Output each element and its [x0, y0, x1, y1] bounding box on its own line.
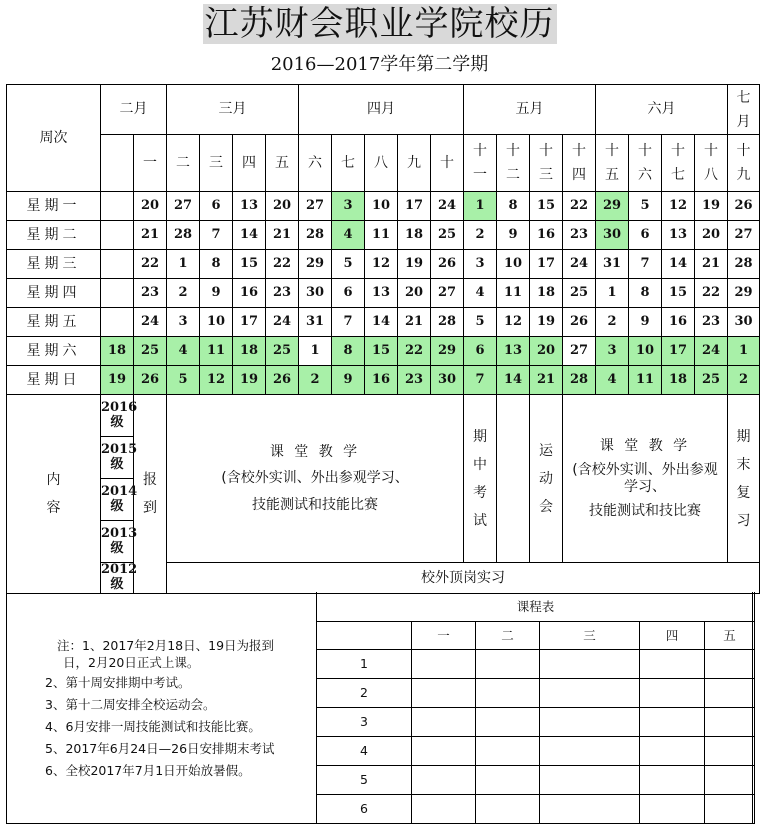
date-cell: 20 — [695, 221, 728, 250]
date-cell: 27 — [431, 279, 464, 308]
date-cell: 20 — [134, 192, 167, 221]
date-cell: 2 — [464, 221, 497, 250]
date-cell: 25 — [563, 279, 596, 308]
date-cell: 7 — [200, 221, 233, 250]
date-cell: 28 — [563, 366, 596, 395]
date-cell: 25 — [134, 337, 167, 366]
date-cell: 3 — [167, 308, 200, 337]
week-number: 十 二 — [497, 135, 530, 192]
date-cell: 25 — [695, 366, 728, 395]
page-subtitle: 2016—2017学年第二学期 — [270, 54, 489, 75]
date-cell: 18 — [530, 279, 563, 308]
month-header: 三月 — [167, 85, 299, 135]
date-cell: 10 — [497, 250, 530, 279]
date-cell: 11 — [365, 221, 398, 250]
month-header: 二月 — [101, 85, 167, 135]
date-cell: 29 — [728, 279, 760, 308]
date-cell: 5 — [629, 192, 662, 221]
date-cell: 22 — [563, 192, 596, 221]
date-cell: 1 — [299, 337, 332, 366]
day-label: 星期六 — [7, 337, 101, 366]
notes-panel — [7, 592, 317, 824]
schedule-cell — [640, 794, 705, 823]
date-cell: 17 — [530, 250, 563, 279]
grade-label: 2013级 — [101, 521, 134, 563]
date-cell: 19 — [398, 250, 431, 279]
internship-cell: 校外顶岗实习 — [167, 563, 760, 594]
date-cell: 8 — [332, 337, 365, 366]
schedule-cell — [705, 707, 755, 736]
schedule-cell — [705, 736, 755, 765]
date-cell: 13 — [662, 221, 695, 250]
date-cell: 17 — [662, 337, 695, 366]
day-row — [7, 279, 760, 308]
calendar-table — [6, 84, 760, 594]
date-cell: 10 — [629, 337, 662, 366]
date-cell: 29 — [596, 192, 629, 221]
date-cell: 15 — [530, 192, 563, 221]
schedule-cell — [640, 649, 705, 678]
schedule-cell — [412, 765, 476, 794]
note-line: 3、第十二周安排全校运动会。 — [45, 697, 216, 712]
date-cell: 16 — [365, 366, 398, 395]
week-number: 十 五 — [596, 135, 629, 192]
note-line: 5、2017年6月24日—26日安排期末考试 — [45, 741, 275, 756]
day-label: 星期日 — [7, 366, 101, 395]
week-number: 二 — [167, 135, 200, 192]
date-cell: 24 — [431, 192, 464, 221]
week-header: 周次 — [7, 85, 101, 192]
date-cell: 8 — [497, 192, 530, 221]
date-cell: 14 — [662, 250, 695, 279]
date-cell: 21 — [398, 308, 431, 337]
date-cell: 20 — [398, 279, 431, 308]
date-cell: 13 — [365, 279, 398, 308]
date-cell: 22 — [695, 279, 728, 308]
schedule-cell — [540, 765, 640, 794]
week-number: 十 三 — [530, 135, 563, 192]
date-cell: 23 — [695, 308, 728, 337]
date-cell: 4 — [596, 366, 629, 395]
day-row — [7, 337, 760, 366]
date-cell: 19 — [233, 366, 266, 395]
date-cell: 2 — [596, 308, 629, 337]
day-label: 星期五 — [7, 308, 101, 337]
week-number: 七 — [332, 135, 365, 192]
week-number: 十 九 — [728, 135, 760, 192]
schedule-cell — [412, 678, 476, 707]
grade-label: 2016级 — [101, 395, 134, 437]
register-cell: 报 到 — [134, 395, 167, 594]
date-cell: 20 — [266, 192, 299, 221]
week-number: 一 — [134, 135, 167, 192]
date-cell: 21 — [266, 221, 299, 250]
date-cell: 28 — [431, 308, 464, 337]
date-cell: 26 — [431, 250, 464, 279]
date-cell: 21 — [530, 366, 563, 395]
date-cell: 25 — [266, 337, 299, 366]
date-cell: 19 — [530, 308, 563, 337]
date-cell — [101, 279, 134, 308]
date-cell: 9 — [497, 221, 530, 250]
date-cell: 7 — [629, 250, 662, 279]
schedule-cell — [540, 736, 640, 765]
week-number: 三 — [200, 135, 233, 192]
schedule-cell — [705, 794, 755, 823]
date-cell — [101, 308, 134, 337]
grade-label: 2012级 — [101, 562, 138, 592]
date-cell: 11 — [629, 366, 662, 395]
schedule-cell — [540, 678, 640, 707]
date-cell: 5 — [332, 250, 365, 279]
blank-cell — [497, 395, 530, 563]
date-cell: 27 — [563, 337, 596, 366]
date-cell: 30 — [728, 308, 760, 337]
period-number: 5 — [317, 765, 412, 794]
date-cell: 2 — [728, 366, 760, 395]
date-cell: 21 — [134, 221, 167, 250]
date-cell: 19 — [695, 192, 728, 221]
date-cell: 18 — [233, 337, 266, 366]
date-cell: 30 — [431, 366, 464, 395]
date-cell: 16 — [530, 221, 563, 250]
date-cell: 1 — [464, 192, 497, 221]
week-number: 八 — [365, 135, 398, 192]
day-row — [7, 250, 760, 279]
day-label: 星期四 — [7, 279, 101, 308]
date-cell: 27 — [728, 221, 760, 250]
date-cell: 12 — [497, 308, 530, 337]
date-cell — [101, 250, 134, 279]
date-cell — [101, 221, 134, 250]
week-number — [101, 135, 134, 192]
date-cell: 7 — [332, 308, 365, 337]
schedule-cell — [412, 736, 476, 765]
date-cell: 5 — [464, 308, 497, 337]
bottom-section — [6, 592, 753, 824]
date-cell: 6 — [464, 337, 497, 366]
date-cell: 16 — [233, 279, 266, 308]
month-header: 七 月 — [728, 85, 760, 135]
note-line: 注：1、2017年2月18日、19日为报到 — [57, 638, 275, 653]
schedule-cell — [705, 678, 755, 707]
note-line: 日，2月20日正式上课。 — [63, 655, 200, 670]
schedule-cell — [412, 794, 476, 823]
week-number: 五 — [266, 135, 299, 192]
schedule-cell — [705, 649, 755, 678]
date-cell: 14 — [497, 366, 530, 395]
grade-label: 2015级 — [101, 437, 134, 479]
date-cell: 6 — [332, 279, 365, 308]
schedule-cell — [540, 794, 640, 823]
schedule-cell — [476, 707, 540, 736]
date-cell: 3 — [596, 337, 629, 366]
week-number: 十 八 — [695, 135, 728, 192]
date-cell: 14 — [365, 308, 398, 337]
date-cell: 23 — [134, 279, 167, 308]
schedule-cell — [476, 649, 540, 678]
schedule-cell — [476, 794, 540, 823]
date-cell: 3 — [464, 250, 497, 279]
week-number: 十 四 — [563, 135, 596, 192]
date-cell: 13 — [497, 337, 530, 366]
content-label: 内 容 — [7, 395, 101, 594]
schedule-cell — [705, 765, 755, 794]
schedule-day-header: 二 — [476, 621, 540, 649]
period-number: 1 — [317, 649, 412, 678]
date-cell: 30 — [299, 279, 332, 308]
day-label: 星期三 — [7, 250, 101, 279]
day-row — [7, 192, 760, 221]
date-cell: 10 — [365, 192, 398, 221]
date-cell: 18 — [101, 337, 134, 366]
date-cell: 24 — [266, 308, 299, 337]
date-cell: 9 — [629, 308, 662, 337]
schedule-cell — [412, 649, 476, 678]
schedule-day-header: 一 — [412, 621, 476, 649]
schedule-cell — [476, 736, 540, 765]
date-cell: 22 — [398, 337, 431, 366]
date-cell: 10 — [200, 308, 233, 337]
date-cell: 15 — [233, 250, 266, 279]
date-cell — [101, 192, 134, 221]
date-cell: 4 — [332, 221, 365, 250]
date-cell: 11 — [497, 279, 530, 308]
date-cell: 4 — [167, 337, 200, 366]
date-cell: 27 — [299, 192, 332, 221]
week-number: 十 七 — [662, 135, 695, 192]
review-cell: 期 末 复 习 — [728, 395, 760, 563]
schedule-day-header: 四 — [640, 621, 705, 649]
date-cell: 9 — [332, 366, 365, 395]
day-row — [7, 221, 760, 250]
date-cell: 4 — [464, 279, 497, 308]
date-cell: 7 — [464, 366, 497, 395]
schedule-title: 课程表 — [317, 592, 755, 621]
note-line: 4、6月安排一周技能测试和技能比赛。 — [45, 719, 261, 734]
date-cell: 17 — [398, 192, 431, 221]
month-header: 四月 — [299, 85, 464, 135]
date-cell: 28 — [167, 221, 200, 250]
date-cell: 18 — [662, 366, 695, 395]
date-cell: 23 — [266, 279, 299, 308]
day-label: 星期二 — [7, 221, 101, 250]
date-cell: 22 — [266, 250, 299, 279]
date-cell: 29 — [431, 337, 464, 366]
schedule-corner — [317, 621, 412, 649]
date-cell: 1 — [596, 279, 629, 308]
schedule-cell — [640, 707, 705, 736]
date-cell: 20 — [530, 337, 563, 366]
week-number: 九 — [398, 135, 431, 192]
date-cell: 22 — [134, 250, 167, 279]
date-cell: 24 — [695, 337, 728, 366]
day-label: 星期一 — [7, 192, 101, 221]
date-cell: 16 — [662, 308, 695, 337]
month-header: 六月 — [596, 85, 728, 135]
date-cell: 12 — [200, 366, 233, 395]
date-cell: 18 — [398, 221, 431, 250]
date-cell: 3 — [332, 192, 365, 221]
schedule-day-header: 三 — [540, 621, 640, 649]
date-cell: 25 — [431, 221, 464, 250]
date-cell: 26 — [728, 192, 760, 221]
teaching-block-1: 课 堂 教 学 (含校外实训、外出参观学习、 技能测试和技能比赛 — [167, 395, 464, 563]
week-number: 四 — [233, 135, 266, 192]
date-cell: 6 — [200, 192, 233, 221]
date-cell: 1 — [167, 250, 200, 279]
date-cell: 8 — [629, 279, 662, 308]
date-cell: 1 — [728, 337, 760, 366]
week-number: 十 — [431, 135, 464, 192]
date-cell: 12 — [662, 192, 695, 221]
period-number: 2 — [317, 678, 412, 707]
date-cell: 5 — [167, 366, 200, 395]
date-cell: 13 — [233, 192, 266, 221]
date-cell: 27 — [167, 192, 200, 221]
date-cell: 9 — [200, 279, 233, 308]
date-cell: 2 — [299, 366, 332, 395]
date-cell: 26 — [563, 308, 596, 337]
period-number: 3 — [317, 707, 412, 736]
month-header: 五月 — [464, 85, 596, 135]
date-cell: 19 — [101, 366, 134, 395]
schedule-cell — [476, 678, 540, 707]
schedule-cell — [540, 649, 640, 678]
date-cell: 26 — [134, 366, 167, 395]
note-line: 2、第十周安排期中考试。 — [45, 675, 191, 690]
midterm-cell: 期 中 考 试 — [464, 395, 497, 563]
schedule-cell — [412, 707, 476, 736]
day-row — [7, 308, 760, 337]
date-cell: 31 — [299, 308, 332, 337]
date-cell: 15 — [662, 279, 695, 308]
page-title: 江苏财会职业学院校历 — [204, 4, 555, 44]
date-cell: 30 — [596, 221, 629, 250]
date-cell: 29 — [299, 250, 332, 279]
schedule-day-header: 五 — [705, 621, 755, 649]
week-number: 十 一 — [464, 135, 497, 192]
period-number: 6 — [317, 794, 412, 823]
period-number: 4 — [317, 736, 412, 765]
date-cell: 24 — [134, 308, 167, 337]
date-cell: 14 — [233, 221, 266, 250]
week-number: 六 — [299, 135, 332, 192]
date-cell: 23 — [398, 366, 431, 395]
date-cell: 12 — [365, 250, 398, 279]
week-number: 十 六 — [629, 135, 662, 192]
date-cell: 17 — [233, 308, 266, 337]
schedule-cell — [640, 736, 705, 765]
date-cell: 2 — [167, 279, 200, 308]
sports-cell: 运 动 会 — [530, 395, 563, 563]
date-cell: 28 — [299, 221, 332, 250]
note-line: 6、全校2017年7月1日开始放暑假。 — [45, 763, 251, 778]
date-cell: 11 — [200, 337, 233, 366]
schedule-cell — [640, 678, 705, 707]
date-cell: 8 — [200, 250, 233, 279]
schedule-table — [316, 592, 755, 824]
date-cell: 26 — [266, 366, 299, 395]
date-cell: 31 — [596, 250, 629, 279]
date-cell: 6 — [629, 221, 662, 250]
date-cell: 28 — [728, 250, 760, 279]
schedule-cell — [540, 707, 640, 736]
teaching-block-2: 课 堂 教 学 (含校外实训、外出参观 学习、 技能测试和技比赛 — [563, 395, 728, 563]
date-cell: 21 — [695, 250, 728, 279]
date-cell: 24 — [563, 250, 596, 279]
schedule-cell — [476, 765, 540, 794]
day-row — [7, 366, 760, 395]
grade-label: 2014级 — [101, 479, 134, 521]
date-cell: 23 — [563, 221, 596, 250]
schedule-cell — [640, 765, 705, 794]
date-cell: 15 — [365, 337, 398, 366]
